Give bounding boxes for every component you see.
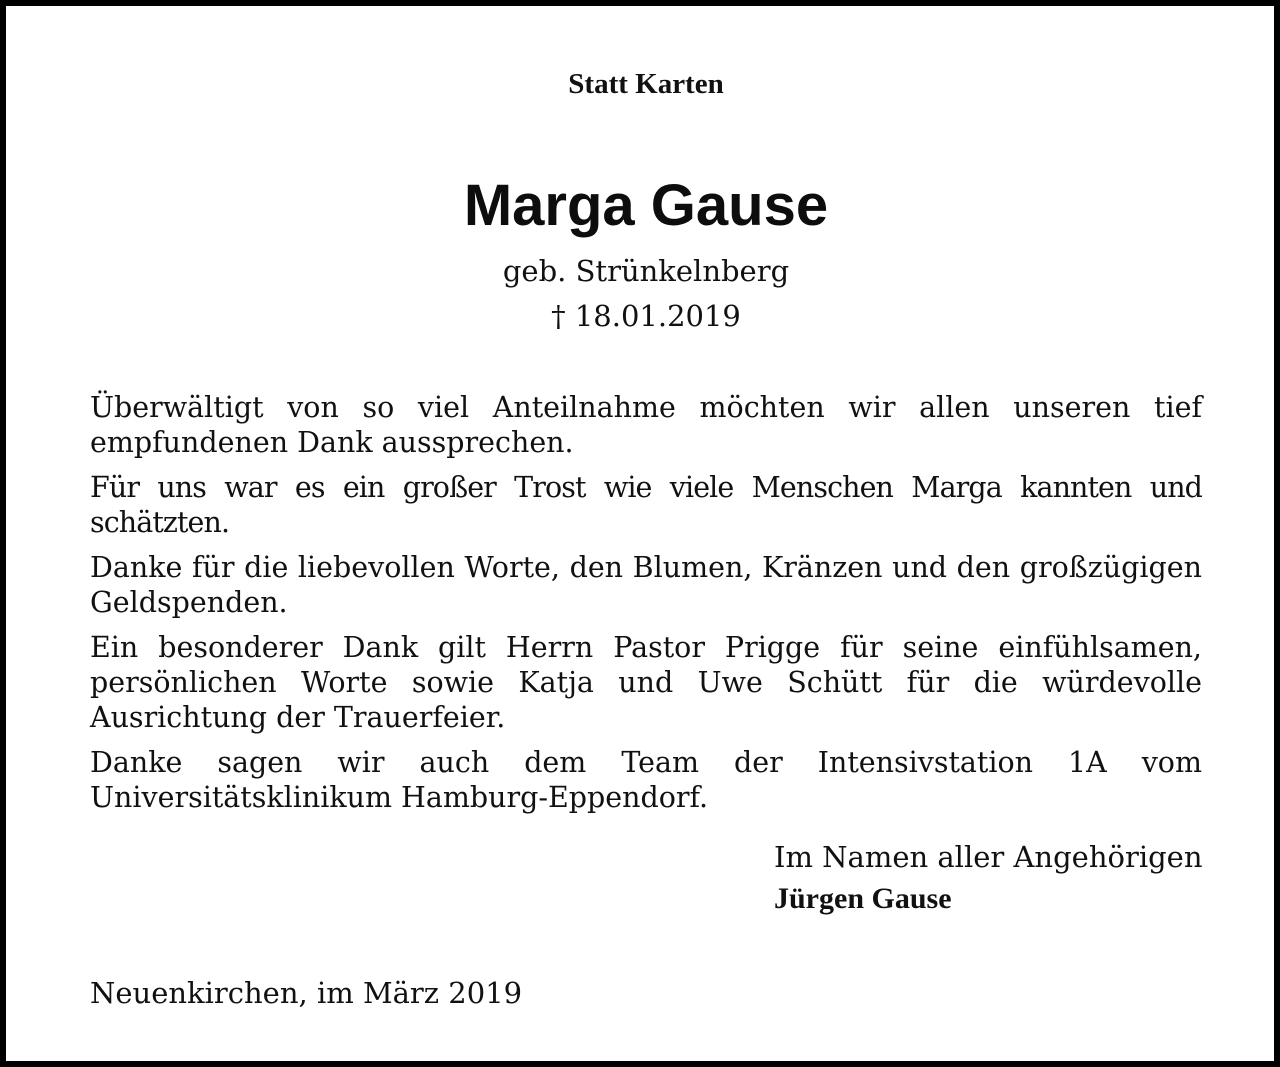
paragraph-hospital: Danke sagen wir auch dem Team der Intensivstation 1A vom Universitätsklinikum Hamburg-Eppendorf. xyxy=(90,746,1202,814)
signer-name: Jürgen Gause xyxy=(774,882,952,915)
paragraph-comfort: Für uns war es ein großer Trost wie viele Menschen Marga kannten und schätzten. xyxy=(90,471,1202,539)
signature-line: Im Namen aller Angehörigen xyxy=(774,840,1203,874)
notice-body xyxy=(90,390,1202,825)
paragraph-flowers: Danke für die liebevollen Worte, den Blumen, Kränzen und den großzügigen Geldspenden. xyxy=(90,551,1202,619)
signature-block xyxy=(774,836,1214,920)
birth-name: geb. Strünkelnberg xyxy=(502,254,790,288)
place-date: Neuenkirchen, im März 2019 xyxy=(90,976,523,1010)
notice-header: Statt Karten xyxy=(568,68,724,100)
death-date: † 18.01.2019 xyxy=(551,299,741,333)
deceased-name: Marga Gause xyxy=(463,173,829,238)
paragraph-pastor: Ein besonderer Dank gilt Herrn Pastor Prigge für seine einfühlsamen, persönlichen Worte sowie Katja und Uwe Schütt für die würdevolle Ausrichtung der Trauerfeier. xyxy=(90,631,1202,734)
paragraph-thanks: Überwältigt von so viel Anteilnahme möchten wir allen unseren tief empfundenen Dank aussprechen. xyxy=(90,391,1202,459)
